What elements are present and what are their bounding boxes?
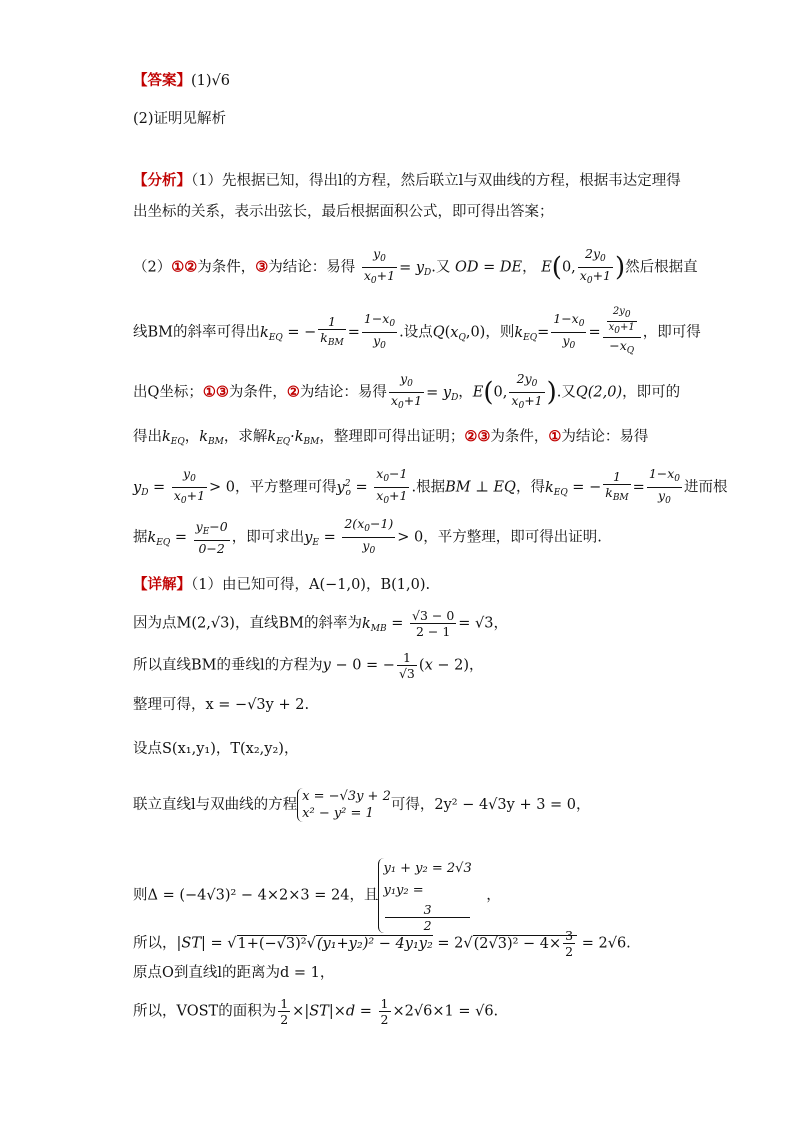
answer-part2: (2)证明见解析 [133,111,227,127]
t-can-find: ，即可求出 [231,529,305,546]
detail-l2a: 因为点M(2,√3)，直线BM的斜率为 [133,615,362,632]
t-proof: ，整理即可得出证明； [319,429,465,445]
t-line-bm: 线BM的斜率可得出 [133,324,261,341]
t-condition-3: 为条件， [490,429,549,445]
t-by: 据 [133,529,148,546]
circ-3: ③ [255,258,269,276]
detail-line-9: 原点O到直线l的距离为d = 1， [133,965,335,981]
detail-line-10: 所以，VOST的面积为 $\frac{1}{2}$ ×|ST|×d = $\frac{1}{2}$ ×2√6×1 = √6. [133,996,499,1027]
analysis-line-5: 出Q坐标；①③为条件，②为结论：易得 $\frac{y_0}{x_0+1}$ = $y_D$，E(0, $\frac{2y_0}{x_0+1}$ ).又Q(2,0)，即可的 [133,371,681,411]
detail-line-2: 因为点M(2,√3)，直线BM的斜率为$k_{MB}$ = $\frac{√3 - 0}{2 - 1}$ = √3， [133,608,509,639]
analysis-line-2: 出坐标的关系，表示出弦长，最后根据面积公式，即可得出答案； [133,204,554,220]
t-obtain-k: 得出 [133,429,162,445]
analysis-p1-l1: （1）先根据已知，得出l的方程，然后联立l与双曲线的方程，根据韦达定理得 [191,173,681,189]
t-final: ，平方整理，即可得出证明. [423,529,602,546]
detail-line-5: 设点S(x₁,y₁)，T(x₂,y₂)， [133,741,299,757]
detail-l6a: 联立直线l与双曲线的方程 [133,797,298,813]
answer-part1-value: √6 [211,73,231,89]
answer-part1: (1) [191,73,212,89]
t-set-q: 设点 [403,324,433,341]
circ-1: ① [171,258,185,276]
t-condition-2: 为条件， [228,384,287,401]
t-by-perp: 根据 [416,479,446,496]
detail-l1: （1）由已知可得，A(−1,0)，B(1,0). [191,577,431,593]
t-condition: 为条件， [197,259,256,276]
detail-line-6: 联立直线l与双曲线的方程 x = −√3y + 2 x² − y² = 1 可得，2y² − 4√3y + 3 = 0， [133,789,591,821]
t-q-coord: 出Q坐标； [133,384,203,401]
detail-l8a: 所以， [133,935,177,952]
detail-line-4: 整理可得，x = −√3y + 2. [133,697,310,713]
analysis-p2-prefix: （2） [133,259,172,276]
answer-tag: 【答案】 [133,72,191,89]
analysis-line-4: 线BM的斜率可得出$k_{EQ}$ = − $\frac{1}{k_{BM}}$ = $\frac{1-x_0}{y_0}$ .设点$Q(x_Q,0)$，则$k_{EQ}=$ $\frac{1-x_0}{y_0}$ = $\frac{\frac{2y0}{x0+1}}{-x_Q}$ ，即可得 [133,306,701,356]
analysis-line-6: 得出$k_{EQ}$，$k_{BM}$，求解$k_{EQ}\cdot k_{BM}$，整理即可得出证明；②③为条件，①为结论：易得 [133,428,649,447]
detail-tag: 【详解】 [133,576,191,593]
answer-line [133,70,674,92]
t-square: ，平方整理可得 [235,479,337,496]
t-conclusion-2: 为结论：易得 [299,384,387,401]
detail-line-3: 所以直线BM的垂线l的方程为y − 0 = − $\frac{1}{√3}$ (x − 2)， [133,650,484,681]
detail-line-1 [133,574,674,596]
detail-line-8: 所以，|ST| = √1+(−√3)²√(y₁+y₂)² − 4y₁y₂ = 2√(2√3)² − 4× $\frac{3}{2}$ = 2√6. [133,928,631,959]
t-get-k: ，得 [515,479,545,496]
analysis-line-7: $y_D$ = $\frac{y_0}{x_0+1}$ > 0，平方整理可得$y^2_o$ = $\frac{x_0-1}{x_0+1}$ .根据BM ⊥ EQ，得$k_{EQ}$ = − $\frac{1}{k_{BM}}$ = $\frac{1-x_0}{y_0}$ 进而根 [133,466,728,506]
analysis-line-1 [133,170,681,192]
t-obtain: ，即可得 [642,324,701,341]
detail-l7a: 则Δ = (−4√3)² − 4×2×3 = 24，且 [133,887,379,904]
detail-line-7: 则Δ = (−4√3)² − 4×2×3 = 24，且 y₁ + y₂ = 2√3 y₁y₂ = 3 2 ， [133,858,674,933]
frac-y0-x0p1: $\frac{y_0}{x_0+1}$ [363,246,396,286]
t-conclusion: 为结论：易得 [268,259,356,276]
q-val: Q(2,0) [575,384,623,401]
analysis-line-3: （2）①②为条件，③为结论：易得 $\frac{y_0}{x_0+1}$ = $y_D$.又 OD = DE， E(0, $\frac{2y_0}{x_0+1}$ )然后根据直 [133,246,674,289]
t-then: 然后根据直 [625,259,698,276]
t-then-by: 进而根 [684,479,728,496]
circ-2: ② [184,258,198,276]
t-can-get: ，即可的 [622,384,681,401]
t-also-q: 又 [561,384,576,401]
analysis-tag: 【分析】 [133,172,191,189]
detail-l3a: 所以直线BM的垂线l的方程为 [133,657,323,674]
detail-l6b: 可得，2y² − 4√3y + 3 = 0， [390,797,591,813]
analysis-line-8: 据$k_{EQ}$ = $\frac{y_E-0}{0-2}$ ，即可求出$y_E$ = $\frac{2(x_0-1)}{y_0}$ > 0，平方整理，即可得出证明. [133,516,602,556]
t-solve: ，求解 [223,429,268,445]
t-then2: ，则 [485,324,515,341]
detail-l10a: 所以，VOST的面积为 [133,1003,277,1020]
